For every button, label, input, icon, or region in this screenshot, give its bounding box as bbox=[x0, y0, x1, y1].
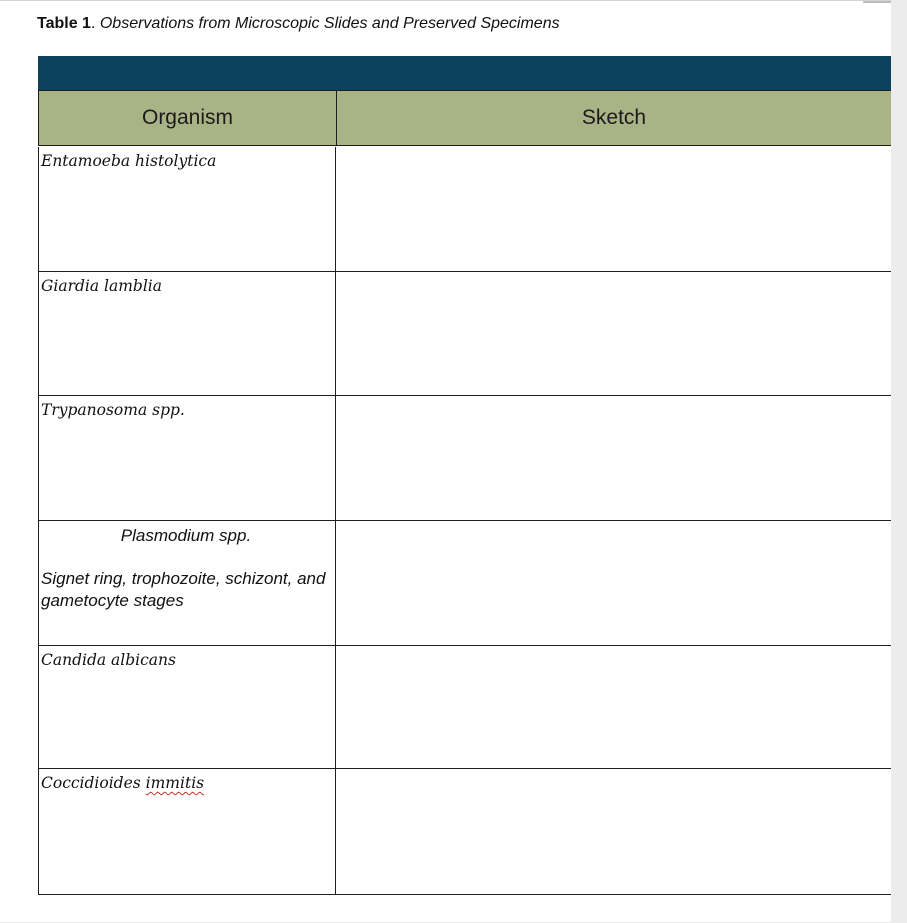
organism-cell[interactable] bbox=[38, 396, 336, 520]
table-row bbox=[38, 147, 891, 272]
sketch-cell[interactable] bbox=[336, 396, 891, 520]
organism-name: Candida albicans bbox=[41, 651, 176, 669]
header-sketch: Sketch bbox=[336, 91, 891, 145]
table-row bbox=[38, 521, 891, 646]
table-row bbox=[38, 769, 891, 895]
spellcheck-flagged-word[interactable]: immitis bbox=[145, 774, 205, 792]
organism-cell[interactable] bbox=[38, 769, 336, 894]
organism-cell[interactable] bbox=[38, 147, 336, 271]
table-row bbox=[38, 646, 891, 769]
caption-title: Observations from Microscopic Slides and Preserved Specimens bbox=[99, 15, 560, 32]
sketch-cell[interactable] bbox=[336, 272, 891, 395]
sketch-cell[interactable] bbox=[336, 521, 891, 645]
table-header-row bbox=[38, 90, 891, 146]
organism-stages: Signet ring, trophozoite, schizont, and gametocyte stages bbox=[41, 569, 326, 610]
table-body bbox=[38, 147, 891, 895]
organism-genus: Coccidioides bbox=[41, 774, 146, 792]
organism-name: Plasmodium spp. bbox=[120, 526, 252, 545]
organism-name: Giardia lamblia bbox=[41, 277, 163, 295]
caption-label: Table 1 bbox=[37, 15, 91, 32]
header-organism: Organism bbox=[38, 91, 336, 145]
organism-name: Trypanosoma spp. bbox=[41, 401, 185, 419]
table-caption bbox=[37, 15, 560, 33]
organism-cell[interactable] bbox=[38, 646, 336, 768]
sketch-cell[interactable] bbox=[336, 769, 891, 894]
organism-cell[interactable] bbox=[38, 272, 336, 395]
table-row bbox=[38, 272, 891, 396]
page-edge-marker bbox=[863, 1, 891, 3]
table-row bbox=[38, 396, 891, 521]
sketch-cell[interactable] bbox=[336, 147, 891, 271]
caption-separator: . bbox=[90, 15, 100, 32]
table-title-band bbox=[38, 56, 891, 90]
organism-cell[interactable] bbox=[38, 521, 336, 645]
sketch-cell[interactable] bbox=[336, 646, 891, 768]
organism-name: Entamoeba histolytica bbox=[41, 152, 217, 170]
